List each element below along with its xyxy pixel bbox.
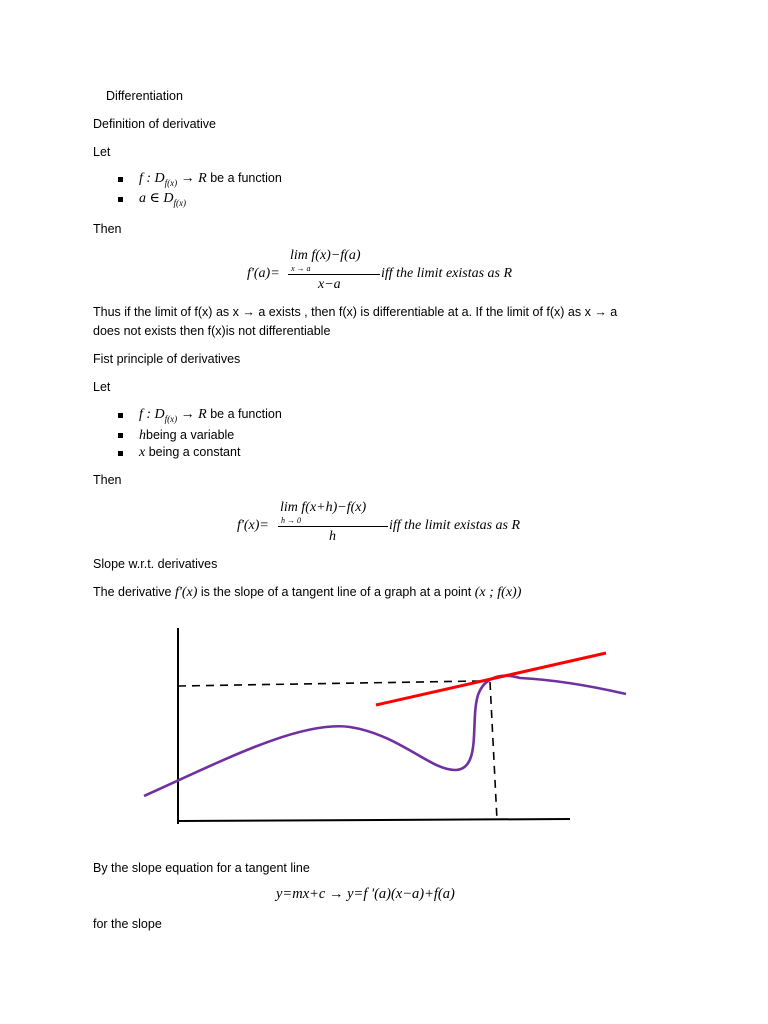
- eq2-denominator: h: [329, 529, 336, 544]
- first-principle-title: Fist principle of derivatives: [93, 352, 241, 366]
- graph-axes: [178, 628, 570, 824]
- bullet-function-def-2: f : $D_{f(x)} \to R$ be a function: [139, 407, 282, 424]
- bullet-h-variable: hbeing a variable: [139, 428, 235, 443]
- then-label-1: Then: [93, 222, 122, 236]
- definition-title: Definition of derivative: [93, 117, 216, 131]
- horizontal-dashed-guide: [178, 681, 480, 686]
- x-axis: [178, 819, 570, 821]
- differentiability-paragraph-line-2: does not exists then f(x)is not differentiable: [93, 324, 331, 338]
- eq2-suffix: iff the limit existas as R: [389, 518, 521, 533]
- eq2-limit-sub: h → 0: [281, 516, 301, 525]
- eq1-suffix: iff the limit existas as R: [381, 266, 513, 281]
- document-heading: Differentiation: [106, 89, 183, 103]
- function-curve: [144, 676, 626, 796]
- eq2-numerator: lim f(x+h)−f(x): [280, 500, 367, 515]
- eq1-lhs: f'(a)=: [247, 266, 280, 281]
- differentiability-paragraph-line-1: Thus if the limit of f(x) as x → a exists , then f(x) is differentiable at a. If the limit of f(x) as x → a: [93, 305, 618, 319]
- slope-equation-intro: By the slope equation for a tangent line: [93, 861, 310, 875]
- eq2-lhs: f'(x)=: [237, 518, 269, 533]
- vertical-dashed-guide: [490, 682, 497, 820]
- eq1-limit-sub: x → a: [291, 264, 311, 273]
- bullet-x-constant: x being a constant: [139, 445, 241, 460]
- bullet-function-def-1: f : $D_{f(x)} \to R$ be a function: [139, 171, 282, 188]
- eq1-numerator: lim f(x)−f(a): [290, 248, 361, 263]
- let-label-2: Let: [93, 380, 111, 394]
- tangent-line-equation: y=mx+c → y=f '(a)(x−a)+f(a): [276, 886, 455, 902]
- slope-description: The derivative f'(x) is the slope of a tangent line of a graph at a point (x ; f(x)): [93, 585, 522, 600]
- then-label-2: Then: [93, 473, 122, 487]
- for-the-slope-text: for the slope: [93, 917, 162, 931]
- eq1-denominator: x−a: [318, 277, 341, 292]
- slope-title: Slope w.r.t. derivatives: [93, 557, 218, 571]
- let-label-1: Let: [93, 145, 111, 159]
- bullet-domain-point: a ∈ $D_{f(x)}$: [139, 191, 186, 208]
